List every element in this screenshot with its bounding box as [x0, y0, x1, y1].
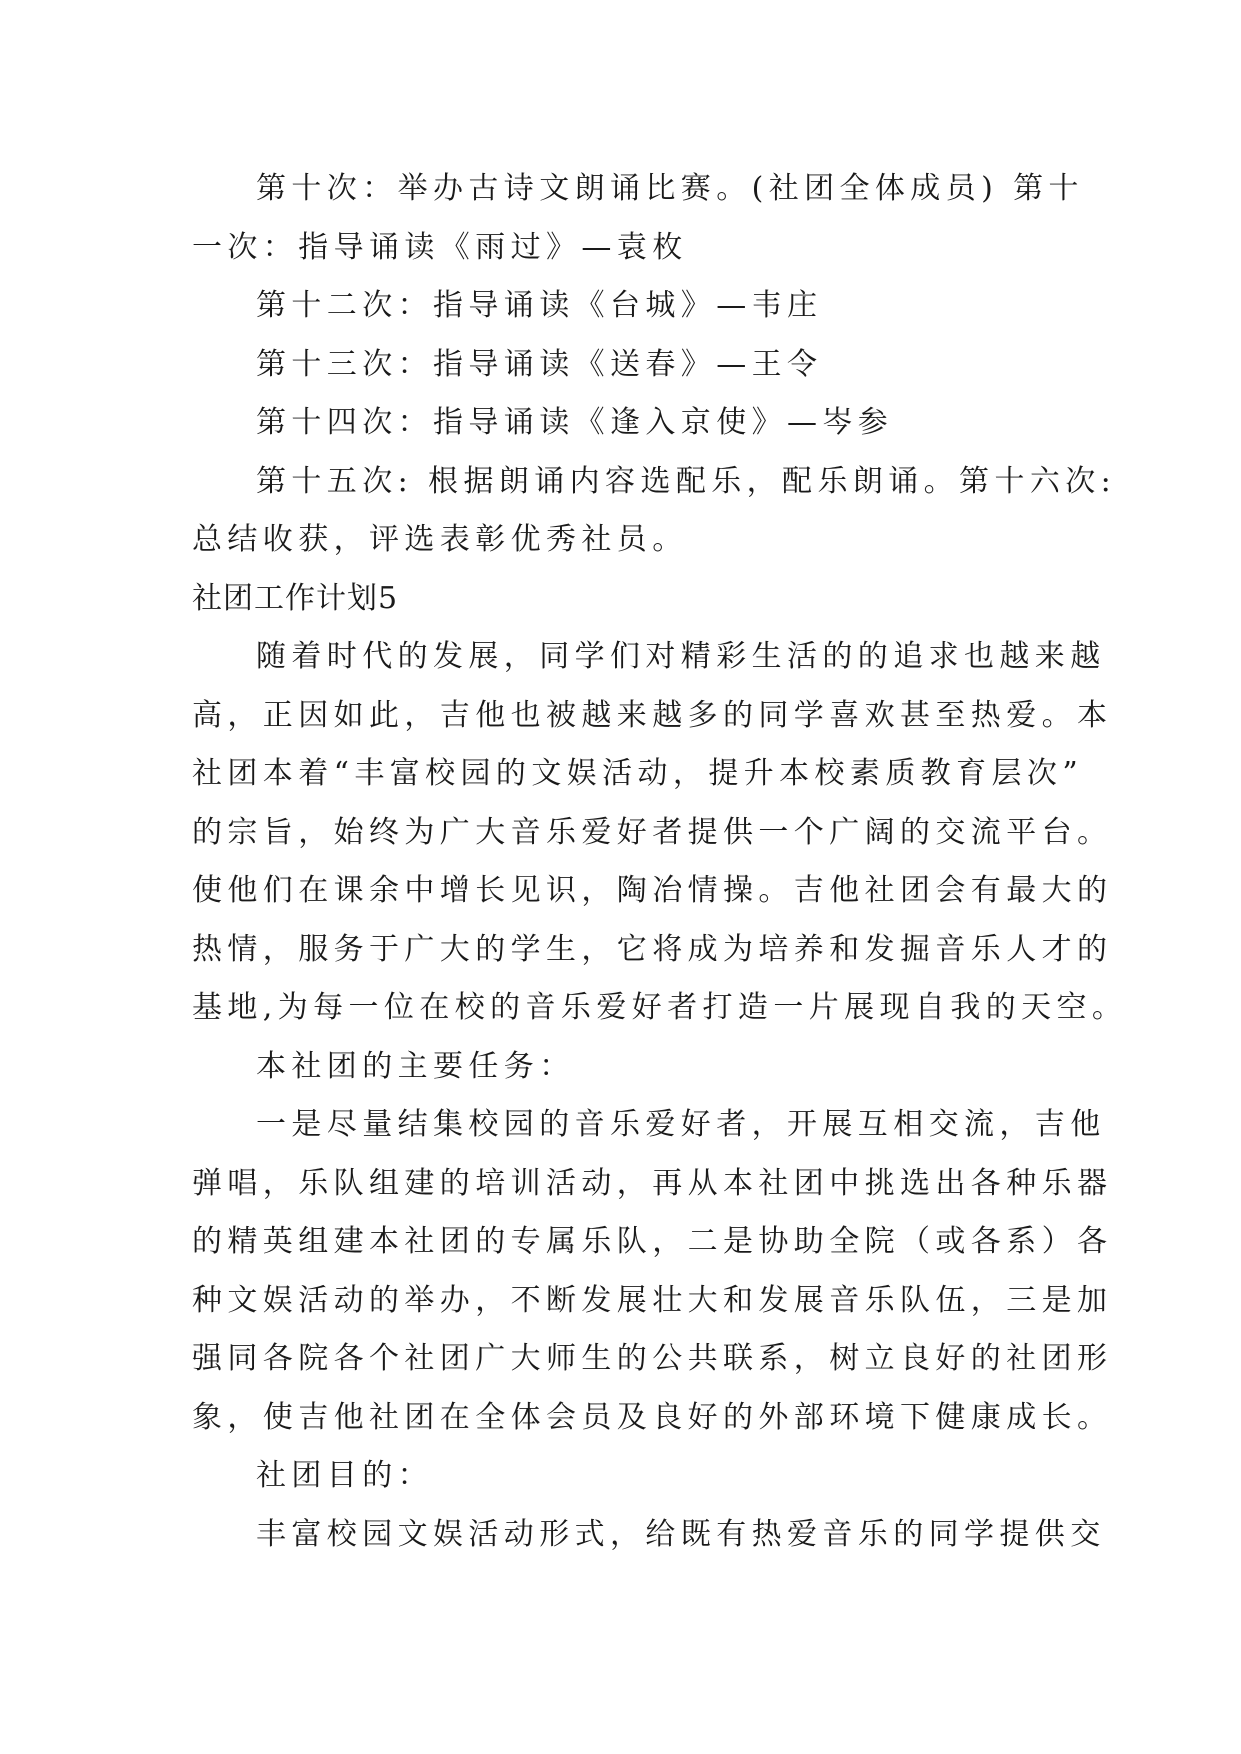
paragraph-line: 总结收获，评选表彰优秀社员。: [192, 522, 688, 557]
paragraph-line: 第十五次: 根据朗诵内容选配乐，配乐朗诵。第十六次:: [256, 463, 1117, 499]
paragraph-line: 第十二次：指导诵读《台城》—韦庄: [256, 288, 823, 323]
document-body: [192, 160, 1128, 1564]
paragraph-line: 强同各院各个社团广大师生的公共联系，树立良好的社团形: [192, 1341, 1113, 1376]
paragraph-line: 丰富校园文娱活动形式，给既有热爱音乐的同学提供交: [256, 1516, 1106, 1552]
paragraph-line: 使他们在课余中增长见识，陶冶情操。吉他社团会有最大的: [192, 873, 1113, 908]
paragraph-line: 社团目的：: [256, 1458, 433, 1493]
paragraph-line: 社团本着“丰富校园的文娱活动，提升本校素质教育层次”: [192, 756, 1084, 791]
paragraph-line: 第十三次：指导诵读《送春》—王令: [256, 346, 823, 382]
paragraph-line: 一次：指导诵读《雨过》—袁枚: [192, 229, 688, 265]
paragraph-line: 基地,为每一位在校的音乐爱好者打造一片展现自我的天空。: [192, 990, 1128, 1025]
paragraph-line: 象，使吉他社团在全体会员及良好的外部环境下健康成长。: [192, 1399, 1113, 1435]
paragraph-line: 本社团的主要任务：: [256, 1048, 575, 1084]
paragraph-line: 第十次：举办古诗文朗诵比赛。(社团全体成员) 第十: [256, 171, 1084, 206]
paragraph-line: 热情，服务于广大的学生，它将成为培养和发掘音乐人才的: [192, 931, 1113, 967]
paragraph-line: 的宗旨，始终为广大音乐爱好者提供一个广阔的交流平台。: [192, 814, 1113, 850]
paragraph-line: 的精英组建本社团的专属乐队，二是协助全院（或各系）各: [192, 1224, 1113, 1259]
section-heading: 社团工作计划5: [192, 580, 399, 616]
paragraph-line: 随着时代的发展，同学们对精彩生活的的追求也越来越: [256, 639, 1106, 674]
paragraph-line: 种文娱活动的举办，不断发展壮大和发展音乐队伍，三是加: [192, 1282, 1113, 1318]
paragraph-line: 弹唱，乐队组建的培训活动，再从本社团中挑选出各种乐器: [192, 1165, 1113, 1201]
paragraph-line: 一是尽量结集校园的音乐爱好者，开展互相交流，吉他: [256, 1107, 1106, 1142]
paragraph-line: 高，正因如此，吉他也被越来越多的同学喜欢甚至热爱。本: [192, 697, 1113, 733]
paragraph-line: 第十四次：指导诵读《逢入京使》—岑参: [256, 405, 894, 440]
